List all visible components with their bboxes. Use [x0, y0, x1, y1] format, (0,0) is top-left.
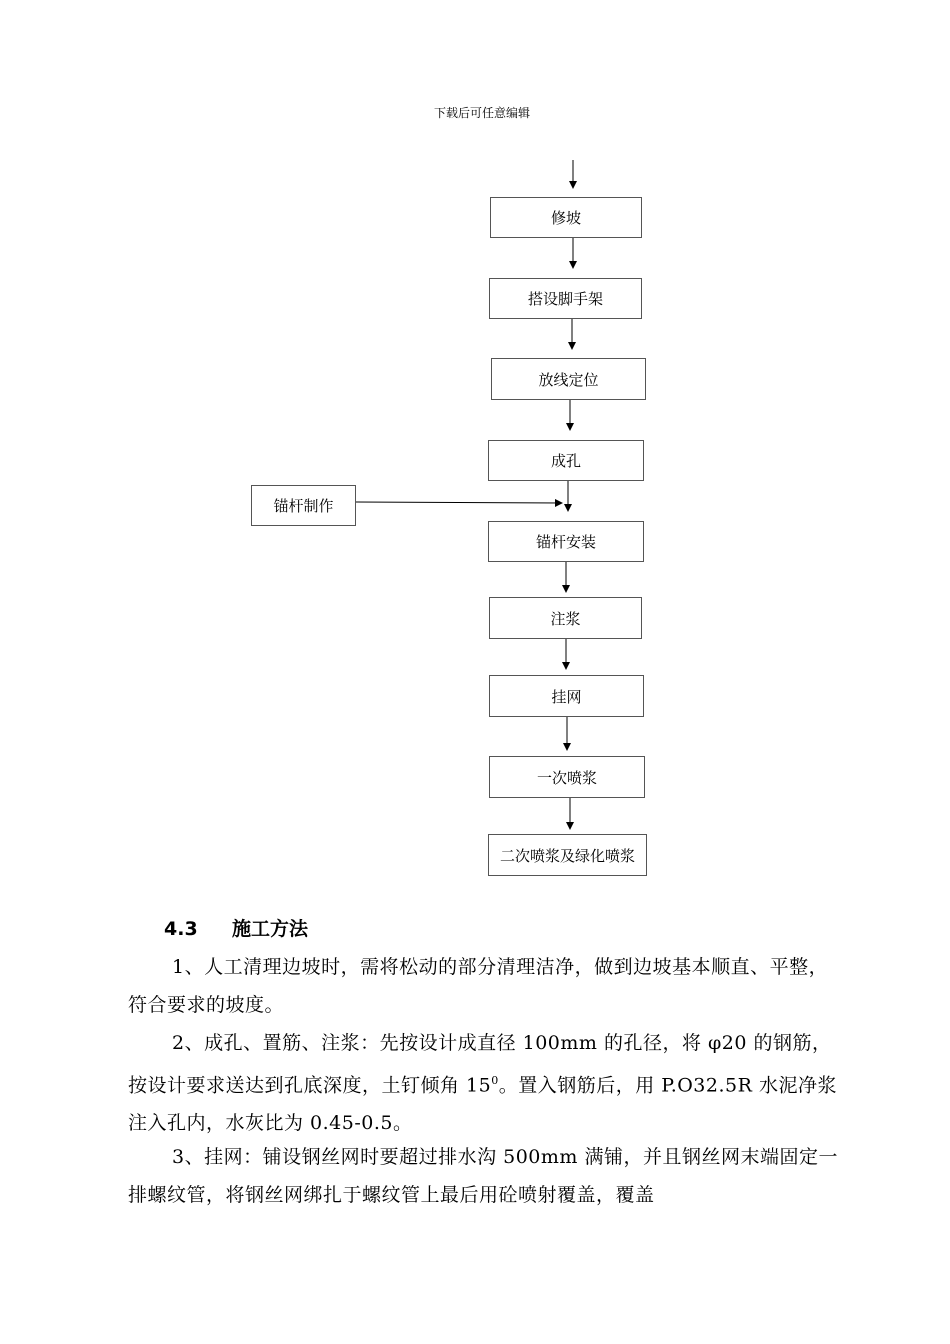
- side-box-anchor-fabrication: 锚杆制作: [251, 485, 356, 526]
- header-note: 下载后可任意编辑: [433, 106, 530, 120]
- arrow-side: [356, 502, 562, 503]
- paragraph-1-text: 1、人工清理边坡时，需将松动的部分清理洁净，做到边坡基本顺直、平整，符合要求的坡度。: [128, 956, 829, 1016]
- step-box-drilling: 成孔: [488, 440, 644, 481]
- section-number: 4.3: [164, 918, 198, 940]
- paragraph-1: [128, 948, 840, 1024]
- paragraph-2-text-b: 。置入钢筋后，用 P.O32.5R 水泥净浆注入孔内，水灰比为 0.45-0.5。: [128, 1074, 837, 1135]
- paragraph-2: [128, 1024, 840, 1142]
- section-title: 施工方法: [232, 918, 309, 940]
- paragraph-2-superscript: 0: [491, 1074, 499, 1087]
- step-box-mesh-hanging: 挂网: [489, 675, 644, 717]
- step-box-layout-positioning: 放线定位: [491, 358, 646, 400]
- paragraph-3-text: 3、挂网：铺设钢丝网时要超过排水沟 500mm 满铺，并且钢丝网末端固定一排螺纹管，将钢丝网绑扎于螺纹管上最后用砼喷射覆盖，覆盖: [128, 1146, 838, 1206]
- paragraph-3: [128, 1138, 840, 1214]
- step-box-grouting: 注浆: [489, 597, 642, 639]
- paragraph-2-text-a: 2、成孔、置筋、注浆：先按设计成直径 100mm 的孔径，将 φ20 的钢筋，按设计要求送达到孔底深度，土钉倾角 15: [128, 1032, 832, 1097]
- section-heading: [164, 914, 308, 941]
- step-box-anchor-installation: 锚杆安装: [488, 521, 644, 562]
- step-box-slope-trimming: 修坡: [490, 197, 642, 238]
- step-box-second-shotcrete: 二次喷浆及绿化喷浆: [488, 834, 647, 876]
- step-box-first-shotcrete: 一次喷浆: [489, 756, 645, 798]
- step-box-scaffolding: 搭设脚手架: [489, 278, 642, 319]
